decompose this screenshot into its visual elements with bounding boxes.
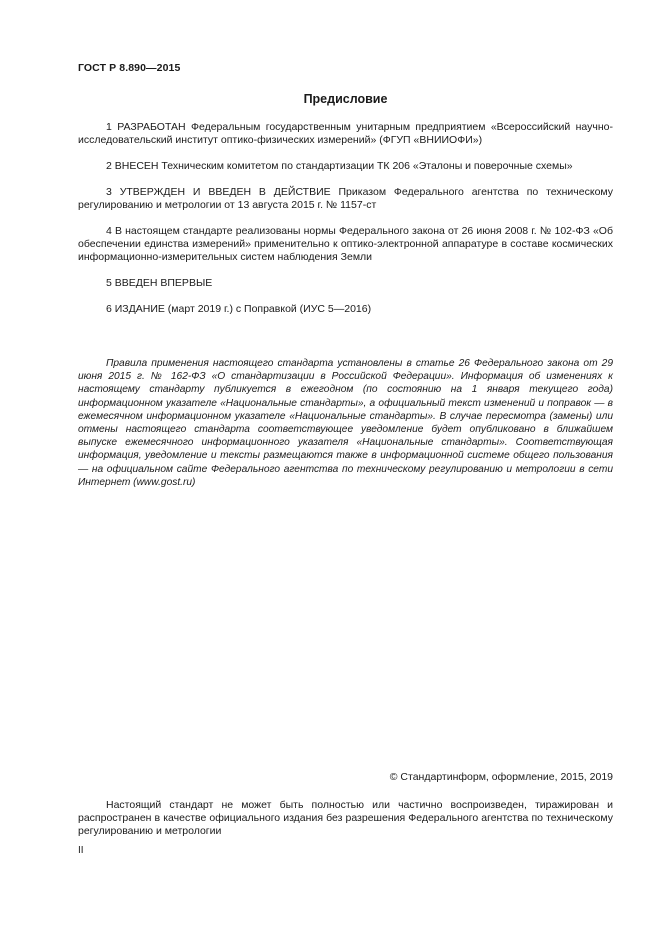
foreword-item-1: 1 РАЗРАБОТАН Федеральным государственным унитарным предприятием «Всероссийский научно-исследовательский институт оптико-физических измерений» (ФГУП «ВНИИОФИ») bbox=[78, 121, 613, 146]
foreword-item-4: 4 В настоящем стандарте реализованы нормы Федерального закона от 26 июня 2008 г. № 102-ФЗ «Об обеспечении единства измерений» применительно к оптико-электронной аппаратуре в составе космических информационно-измерительных систем наблюдения Земли bbox=[78, 225, 613, 263]
foreword-item-3: 3 УТВЕРЖДЕН И ВВЕДЕН В ДЕЙСТВИЕ Приказом Федерального агентства по техническому регулированию и метрологии от 13 августа 2015 г. № 1157-ст bbox=[78, 186, 613, 211]
foreword-items bbox=[78, 121, 613, 329]
foreword-item-5: 5 ВВЕДЕН ВПЕРВЫЕ bbox=[106, 277, 213, 289]
foreword-item-2: 2 ВНЕСЕН Техническим комитетом по стандартизации ТК 206 «Эталоны и поверочные схемы» bbox=[106, 160, 573, 172]
standard-application-notice: Правила применения настоящего стандарта установлены в статье 26 Федерального закона от 29 июня 2015 г. № 162-ФЗ «О стандартизации в Российской Федерации». Информация об изменениях к настоящему стандарту публикуется в ежегодном (по состоянию на 1 января текущего года) информационном указателе «Национальные стандарты», а официальный текст изменений и поправок — в ежемесячном информационном указателе «Национальные стандарты». В случае пересмотра (замены) или отмены настоящего стандарта соответствующее уведомление будет опубликовано в ближайшем выпуске ежемесячного информационного указателя «Национальные стандарты». Соответствующая информация, уведомление и тексты размещаются также в информационной системе общего пользования — на официальном сайте Федерального агентства по техническому регулированию и метрологии в сети Интернет (www.gost.ru) bbox=[78, 358, 613, 488]
document-code: ГОСТ Р 8.890—2015 bbox=[78, 62, 181, 74]
section-title: Предисловие bbox=[303, 92, 388, 106]
reproduction-restriction: Настоящий стандарт не может быть полностью или частично воспроизведен, тиражирован и распространен в качестве официального издания без разрешения Федерального агентства по техническому регулированию и метрологии bbox=[78, 799, 613, 837]
foreword-item-6: 6 ИЗДАНИЕ (март 2019 г.) с Поправкой (ИУС 5—2016) bbox=[106, 303, 372, 315]
page-number: II bbox=[78, 845, 84, 856]
copyright-line: © Стандартинформ, оформление, 2015, 2019 bbox=[389, 771, 613, 783]
